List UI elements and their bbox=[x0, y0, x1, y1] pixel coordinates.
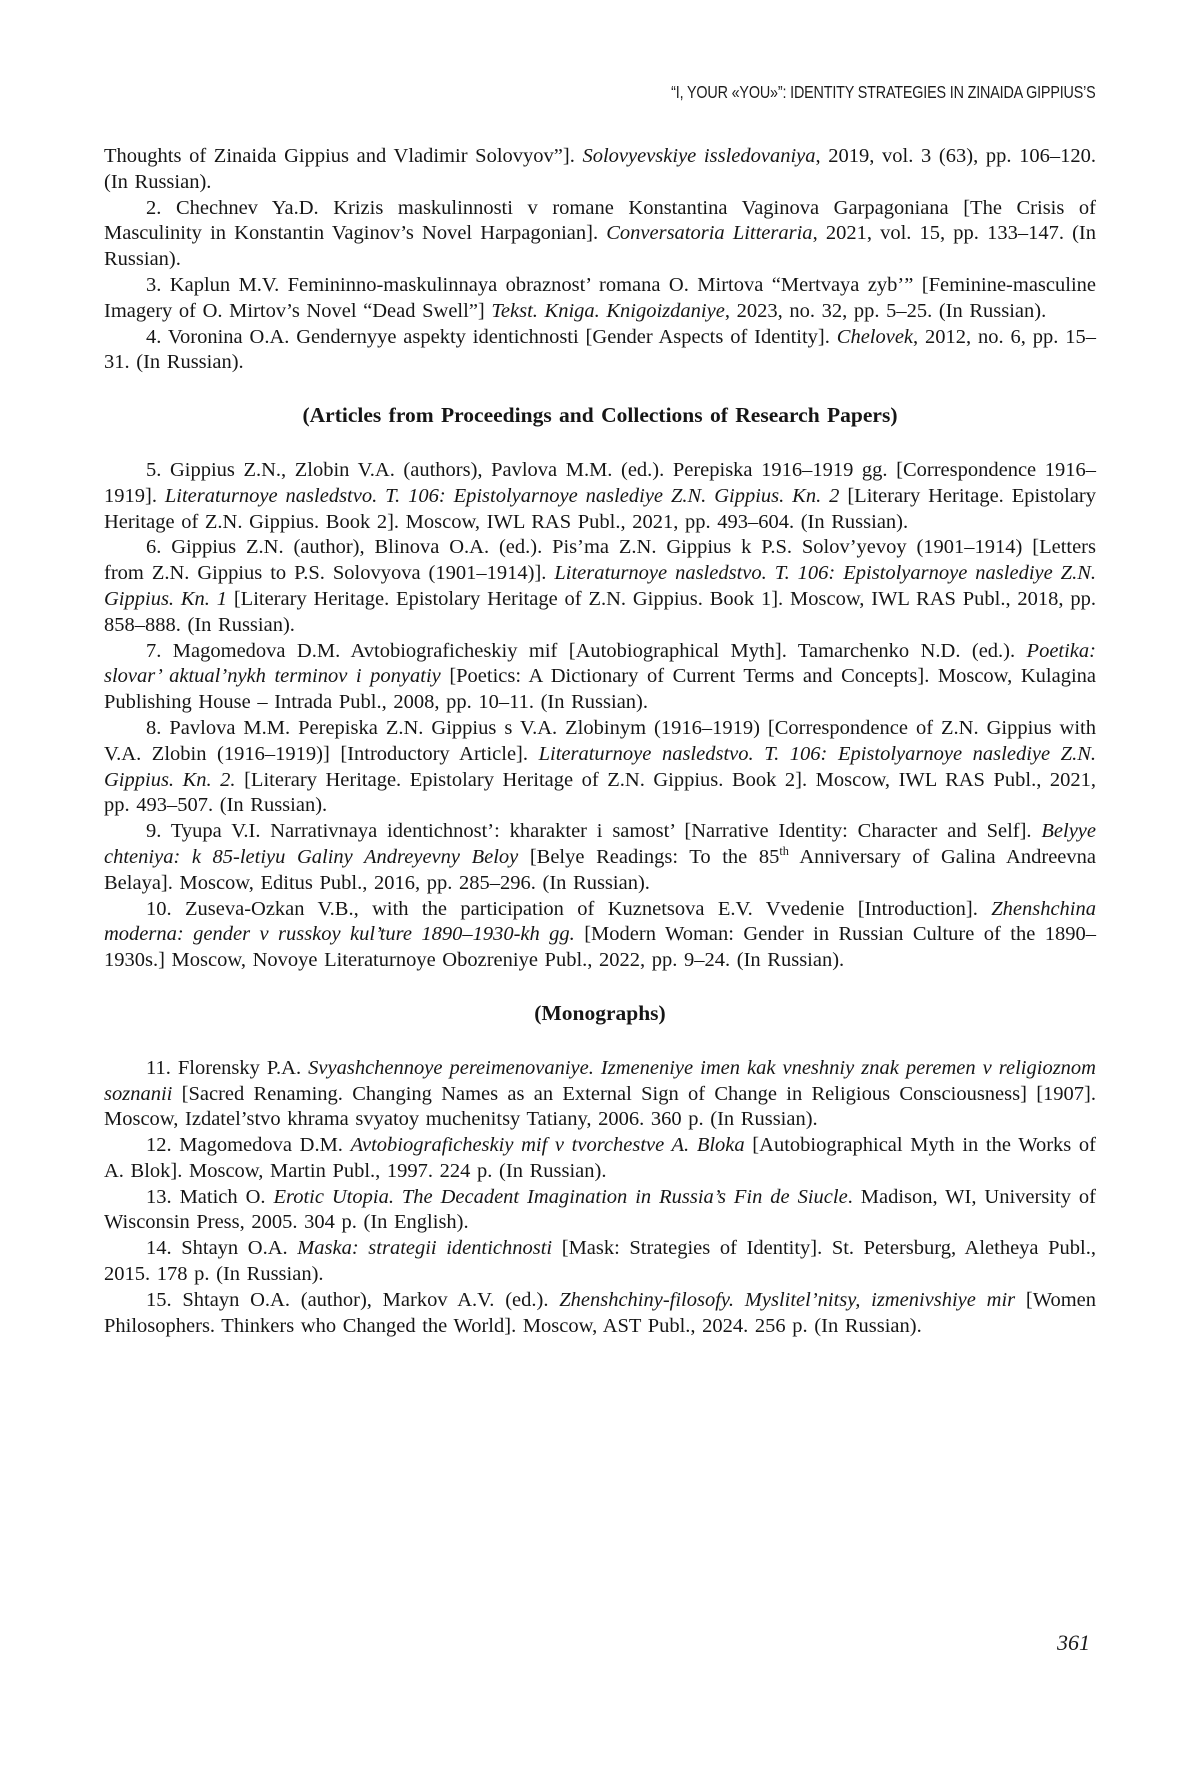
section-heading: (Articles from Proceedings and Collections of Research Papers) bbox=[302, 403, 898, 428]
reference-text: , 2023, no. 32, pp. 5–25. (In Russian). bbox=[724, 299, 1047, 322]
reference-text: 5. Gippius Z.N., Zlobin V.A. (authors), Pavlova M.M. (ed.). Perepiska 1916–1919 gg. [Correspondence 1916–1919]. bbox=[104, 458, 1096, 507]
reference-title-italic: Poetika: slovar’ aktual’nykh terminov i ponyatiy bbox=[104, 639, 1096, 688]
reference-item bbox=[104, 535, 1096, 638]
reference-text: [Mask: Strategies of Identity]. St. Petersburg, Aletheya Publ., 2015. 178 p. (In Russian). bbox=[104, 1237, 1096, 1286]
reference-text: 7. Magomedova D.M. Avtobiograficheskiy mif [Autobiographical Myth]. Tamarchenko N.D. (ed.). bbox=[146, 639, 1027, 662]
reference-title-italic: Literaturnoye nasledstvo. T. 106: Epistolyarnoye naslediye Z.N. Gippius. Kn. 2 bbox=[164, 484, 840, 507]
reference-item bbox=[104, 1056, 1096, 1133]
reference-text: [Modern Woman: Gender in Russian Culture of the 1890–1930s.] Moscow, Novoye Literaturnoye Obozreniye Publ., 2022, pp. 9–24. (In Russian). bbox=[104, 923, 1096, 972]
reference-text: 6. Gippius Z.N. (author), Blinova O.A. (ed.). Pis’ma Z.N. Gippius k P.S. Solov’yevoy (1901–1914) [Letters from Z.N. Gippius to P.S. Solovyova (1901–1914)]. bbox=[104, 536, 1096, 585]
reference-item bbox=[104, 1185, 1096, 1237]
reference-text: [Women Philosophers. Thinkers who Changed the World]. Moscow, AST Publ., 2024. 256 p. (In Russian). bbox=[104, 1288, 1096, 1337]
reference-text: 8. Pavlova M.M. Perepiska Z.N. Gippius s V.A. Zlobinym (1916–1919) [Correspondence of Z.N. Gippius with V.A. Zlobin (1916–1919)] [Introductory Article]. bbox=[104, 716, 1096, 765]
reference-text: 13. Matich O. bbox=[146, 1185, 274, 1208]
running-header-text: “I, YOUR «YOU»”: IDENTITY STRATEGIES IN ZINAIDA GIPPIUS’S bbox=[671, 82, 1096, 102]
reference-text: [Belye Readings: To the 85 bbox=[518, 845, 780, 868]
reference-text: [Autobiographical Myth in the Works of A. Blok]. Moscow, Martin Publ., 1997. 224 p. (In Russian). bbox=[104, 1134, 1096, 1182]
superscript-text: th bbox=[779, 844, 789, 859]
reference-text: 14. Shtayn O.A. bbox=[146, 1237, 298, 1260]
reference-text: 4. Voronina O.A. Gendernyye aspekty identichnosti [Gender Aspects of Identity]. bbox=[146, 325, 837, 348]
reference-item bbox=[104, 458, 1096, 535]
page-number: 361 bbox=[1057, 1630, 1090, 1655]
reference-text: Anniversary of Galina Andreevna Belaya]. Moscow, Editus Publ., 2016, pp. 285–296. (In Russian). bbox=[104, 845, 1096, 894]
reference-text: 3. Kaplun M.V. Femininno-maskulinnaya obraznost’ romana O. Mirtova “Mertvaya zyb’” [Feminine-masculine Imagery of O. Mirtov’s Novel “Dead Swell”] bbox=[104, 273, 1096, 322]
reference-title-italic: Svyashchennoye pereimenovaniye. Izmeneniye imen kak vneshniy znak peremen v religioznom soznanii bbox=[104, 1056, 1096, 1105]
reference-text: 12. Magomedova D.M. bbox=[146, 1134, 351, 1157]
reference-text: 10. Zuseva-Ozkan V.B., with the participation of Kuznetsova E.V. Vvedenie [Introduction]. bbox=[146, 897, 992, 920]
reference-text: 15. Shtayn O.A. (author), Markov A.V. (ed.). bbox=[146, 1288, 560, 1311]
reference-text: , 2021, vol. 15, pp. 133–147. (In Russian). bbox=[104, 222, 1096, 271]
reference-text: [Sacred Renaming. Changing Names as an External Sign of Change in Religious Consciousness] [1907]. Moscow, Izdatel’stvo khrama svyatoy muchenitsy Tatiany, 2006. 360 p. (In Russian). bbox=[104, 1082, 1096, 1131]
reference-text: 11. Florensky P.A. bbox=[146, 1056, 309, 1079]
reference-text: . Madison, WI, University of Wisconsin Press, 2005. 304 p. (In English). bbox=[104, 1185, 1096, 1234]
reference-title-italic: Belyye chteniya: k 85-letiyu Galiny Andreyevny Beloy bbox=[104, 820, 1096, 868]
reference-title-italic: Chelovek bbox=[836, 325, 914, 348]
reference-title-italic: Avtobiograficheskiy mif v tvorchestve A. Bloka bbox=[350, 1134, 745, 1157]
reference-text: 2. Chechnev Ya.D. Krizis maskulinnosti v romane Konstantina Vaginova Garpagoniana [The Crisis of Masculinity in Konstantin Vaginov’s Novel Harpagonian]. bbox=[104, 196, 1096, 245]
reference-item bbox=[104, 819, 1096, 896]
reference-title-italic: Erotic Utopia. The Decadent Imagination in Russia’s Fin de Siucle bbox=[273, 1185, 848, 1208]
references-body bbox=[104, 144, 1096, 1339]
reference-title-italic: Literaturnoye nasledstvo. T. 106: Epistolyarnoye naslediye Z.N. Gippius. Kn. 2. bbox=[104, 742, 1096, 791]
reference-title-italic: Literaturnoye nasledstvo. T. 106: Epistolyarnoye naslediye Z.N. Gippius. Kn. 1 bbox=[104, 562, 1097, 610]
reference-text: 9. Tyupa V.I. Narrativnaya identichnost’: kharakter i samost’ [Narrative Identity: Character and Self]. bbox=[146, 820, 1042, 843]
reference-title-italic: Tekst. Kniga. Knigoizdaniye bbox=[491, 299, 725, 322]
reference-item bbox=[104, 273, 1096, 325]
reference-text: Thoughts of Zinaida Gippius and Vladimir Solovyov”]. bbox=[104, 145, 583, 167]
reference-title-italic: Conversatoria Litteraria bbox=[606, 222, 813, 245]
reference-item bbox=[104, 897, 1096, 974]
reference-text: [Literary Heritage. Epistolary Heritage of Z.N. Gippius. Book 2]. Moscow, IWL RAS Publ., 2021, pp. 493–507. (In Russian). bbox=[104, 768, 1096, 817]
reference-item bbox=[104, 716, 1096, 819]
reference-title-italic: Maska: strategii identichnosti bbox=[297, 1237, 553, 1260]
reference-item bbox=[104, 1288, 1096, 1340]
reference-text: , 2012, no. 6, pp. 15–31. (In Russian). bbox=[104, 325, 1097, 374]
reference-text: [Poetics: A Dictionary of Current Terms and Concepts]. Moscow, Kulagina Publishing House – Intrada Publ., 2008, pp. 10–11. (In Russian). bbox=[104, 665, 1096, 714]
section-heading: (Monographs) bbox=[534, 1000, 666, 1025]
reference-item bbox=[104, 1236, 1096, 1288]
reference-title-italic: Solovyevskiye issledovaniya bbox=[582, 145, 816, 167]
running-header bbox=[578, 82, 1096, 103]
reference-text: [Literary Heritage. Epistolary Heritage of Z.N. Gippius. Book 2]. Moscow, IWL RAS Publ., 2021, pp. 493–604. (In Russian). bbox=[104, 484, 1096, 533]
reference-title-italic: Zhenshchina moderna: gender v russkoy kul’ture 1890–1930-kh gg. bbox=[104, 897, 1096, 946]
reference-item bbox=[104, 325, 1096, 377]
reference-continuation bbox=[104, 144, 1096, 196]
reference-item bbox=[104, 196, 1096, 273]
reference-text: , 2019, vol. 3 (63), pp. 106–120. (In Russian). bbox=[104, 145, 1096, 193]
reference-title-italic: Zhenshchiny-filosofy. Myslitel’nitsy, izmenivshiye mir bbox=[559, 1288, 1016, 1311]
reference-item bbox=[104, 639, 1096, 716]
reference-item bbox=[104, 1133, 1096, 1185]
reference-text: [Literary Heritage. Epistolary Heritage of Z.N. Gippius. Book 1]. Moscow, IWL RAS Publ., 2018, pp. 858–888. (In Russian). bbox=[104, 587, 1096, 636]
